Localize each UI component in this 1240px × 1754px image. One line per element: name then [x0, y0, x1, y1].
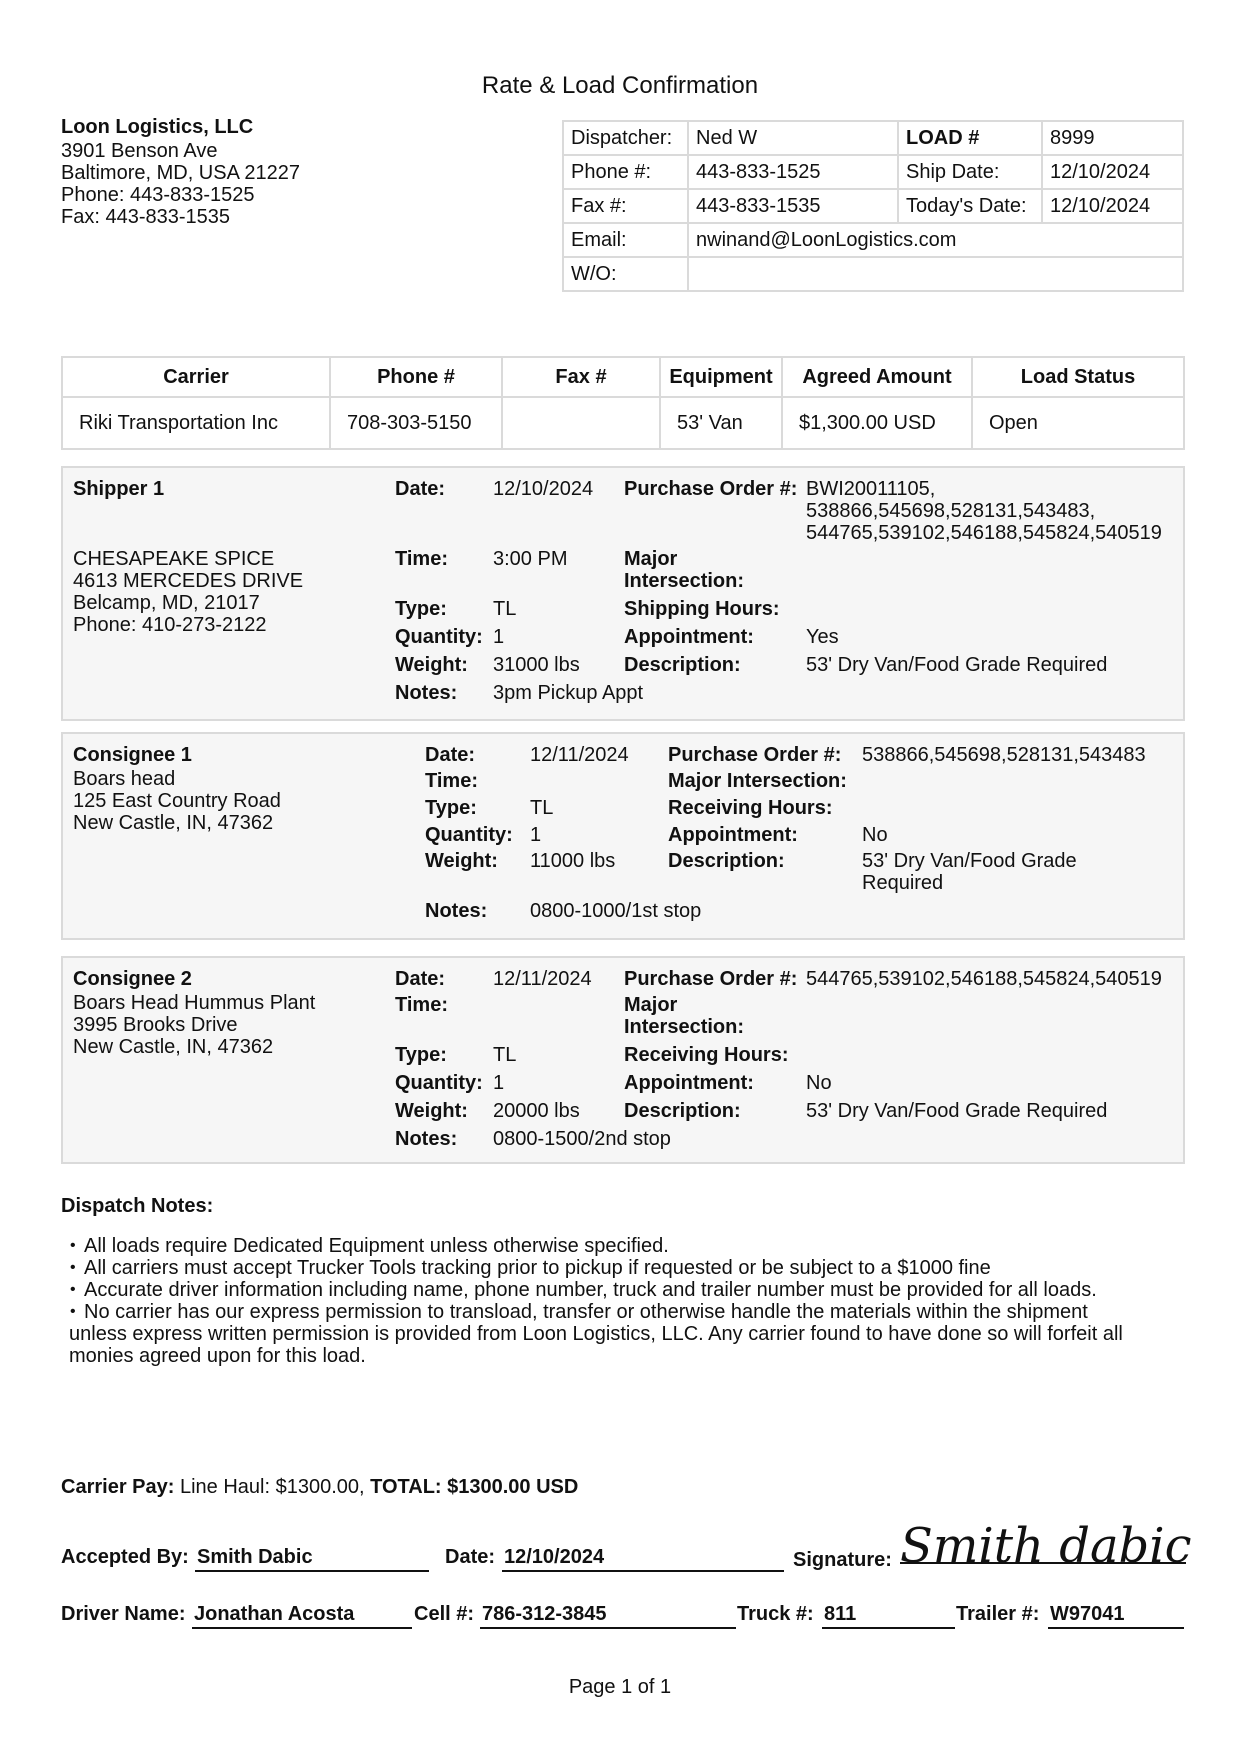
consignee-1-appointment-label: Appointment:	[668, 824, 798, 846]
dispatch-info-table	[562, 120, 1184, 292]
page-title: Rate & Load Confirmation	[481, 72, 759, 99]
consignee-1-type-label: Type:	[425, 797, 477, 819]
consignee-1-description-line1: 53' Dry Van/Food Grade	[862, 850, 1077, 872]
consignee-2-date: 12/11/2024	[493, 968, 592, 990]
shipper-type: TL	[493, 598, 517, 620]
dispatch-phone-value: 443-833-1525	[688, 155, 898, 189]
truck-label: Truck #:	[737, 1603, 814, 1625]
dispatch-fax-label: Fax #:	[563, 189, 688, 223]
agreed-amount-header: Agreed Amount	[782, 357, 972, 397]
shipper-major-label: Major	[624, 548, 678, 570]
consignee-2-quantity-label: Quantity:	[395, 1072, 483, 1094]
driver-cell-value: 786-312-3845	[480, 1603, 736, 1629]
company-fax: Fax: 443-833-1535	[61, 206, 231, 228]
consignee-1-quantity: 1	[530, 824, 542, 846]
shipper-po-line2: 538866,545698,528131,543483,	[806, 500, 1096, 522]
dispatch-note: • No carrier has our express permission to transload, transfer or otherwise handle the materials within the shipment	[70, 1301, 1170, 1323]
shipper-quantity-label: Quantity:	[395, 626, 483, 648]
page-footer: Page 1 of 1	[568, 1676, 672, 1698]
consignee-1-description-label: Description:	[668, 850, 785, 872]
consignee-2-notes-label: Notes:	[395, 1128, 458, 1150]
email-label: Email:	[563, 223, 688, 257]
load-number-value: 8999	[1042, 121, 1183, 155]
shipper-appointment: Yes	[806, 626, 839, 648]
signature-text: Smith dabic	[900, 1518, 1192, 1574]
carrier-name: Riki Transportation Inc	[62, 397, 330, 449]
signature-label: Signature:	[793, 1549, 892, 1571]
driver-cell-label: Cell #:	[414, 1603, 475, 1625]
carrier-phone-header: Phone #	[330, 357, 502, 397]
carrier-pay	[61, 1476, 578, 1499]
consignee-2-type-label: Type:	[395, 1044, 447, 1066]
consignee-1-type: TL	[530, 797, 554, 819]
shipper-weight: 31000 lbs	[493, 654, 580, 676]
truck-value: 811	[822, 1603, 955, 1629]
dispatch-note-continuation: monies agreed upon for this load.	[69, 1345, 366, 1367]
line-haul: Line Haul: $1300.00,	[174, 1476, 371, 1498]
consignee-2-weight-label: Weight:	[395, 1100, 468, 1122]
carrier-table	[61, 356, 1185, 450]
consignee-2-address-line2: New Castle, IN, 47362	[73, 1036, 274, 1058]
load-status: Open	[972, 397, 1184, 449]
todays-date-value: 12/10/2024	[1042, 189, 1183, 223]
shipper-quantity: 1	[493, 626, 505, 648]
consignee-2-appointment: No	[806, 1072, 832, 1094]
shipper-1-section	[61, 466, 1185, 721]
consignee-2-name: Boars Head Hummus Plant	[73, 992, 316, 1014]
consignee-1-name: Boars head	[73, 768, 176, 790]
accepted-by-value: Smith Dabic	[195, 1546, 429, 1572]
dispatch-phone-label: Phone #:	[563, 155, 688, 189]
carrier-phone: 708-303-5150	[330, 397, 502, 449]
pay-total: TOTAL: $1300.00 USD	[370, 1476, 579, 1498]
company-block	[61, 116, 300, 228]
consignee-1-description-line2: Required	[862, 872, 944, 894]
consignee-1-hours-label: Receiving Hours:	[668, 797, 833, 819]
consignee-1-address-line1: 125 East Country Road	[73, 790, 281, 812]
consignee-2-date-label: Date:	[395, 968, 446, 990]
shipper-address-line2: Belcamp, MD, 21017	[73, 592, 260, 614]
trailer-label: Trailer #:	[956, 1603, 1040, 1625]
dispatch-notes-list	[70, 1235, 1170, 1367]
shipper-po-line1: BWI20011105,	[806, 478, 936, 500]
consignee-2-appointment-label: Appointment:	[624, 1072, 754, 1094]
consignee-1-weight: 11000 lbs	[530, 850, 616, 872]
consignee-1-notes-label: Notes:	[425, 900, 488, 922]
consignee-2-address-line1: 3995 Brooks Drive	[73, 1014, 238, 1036]
shipper-weight-label: Weight:	[395, 654, 468, 676]
wo-label: W/O:	[563, 257, 688, 291]
signature-image	[896, 1510, 1196, 1576]
driver-name-value: Jonathan Acosta	[192, 1603, 412, 1629]
consignee-2-description: 53' Dry Van/Food Grade Required	[806, 1100, 1108, 1122]
company-address-line1: 3901 Benson Ave	[61, 140, 218, 162]
shipper-intersection-label: Intersection:	[624, 570, 745, 592]
load-number-label: LOAD #	[898, 121, 1042, 155]
trailer-value: W97041	[1048, 1603, 1184, 1629]
load-status-header: Load Status	[972, 357, 1184, 397]
shipper-appointment-label: Appointment:	[624, 626, 754, 648]
carrier-header: Carrier	[62, 357, 330, 397]
consignee-2-po: 544765,539102,546188,545824,540519	[806, 968, 1162, 990]
consignee-1-po-label: Purchase Order #:	[668, 744, 842, 766]
dispatch-notes-heading: Dispatch Notes:	[61, 1195, 214, 1217]
dispatch-fax-value: 443-833-1535	[688, 189, 898, 223]
consignee-1-appointment: No	[862, 824, 888, 846]
shipper-address-line1: 4613 MERCEDES DRIVE	[73, 570, 304, 592]
dispatch-note: • All loads require Dedicated Equipment unless otherwise specified.	[70, 1235, 1170, 1257]
shipper-description: 53' Dry Van/Food Grade Required	[806, 654, 1108, 676]
company-name: Loon Logistics, LLC	[61, 116, 254, 138]
consignee-1-quantity-label: Quantity:	[425, 824, 513, 846]
consignee-1-heading: Consignee 1	[73, 744, 192, 766]
shipper-po-label: Purchase Order #:	[624, 478, 798, 500]
shipper-po-line3: 544765,539102,546188,545824,540519	[806, 522, 1162, 544]
consignee-2-section	[61, 956, 1185, 1164]
shipper-name: CHESAPEAKE SPICE	[73, 548, 275, 570]
consignee-1-notes: 0800-1000/1st stop	[530, 900, 702, 922]
equipment: 53' Van	[660, 397, 782, 449]
consignee-2-po-label: Purchase Order #:	[624, 968, 798, 990]
shipper-date: 12/10/2024	[493, 478, 594, 500]
acceptance-date-value: 12/10/2024	[502, 1546, 784, 1572]
consignee-2-type: TL	[493, 1044, 517, 1066]
shipper-type-label: Type:	[395, 598, 447, 620]
shipper-notes-label: Notes:	[395, 682, 458, 704]
consignee-2-time-label: Time:	[395, 994, 448, 1016]
agreed-amount: $1,300.00 USD	[782, 397, 972, 449]
driver-name-label: Driver Name:	[61, 1603, 186, 1625]
todays-date-label: Today's Date:	[898, 189, 1042, 223]
dispatch-note-continuation: unless express written permission is provided from Loon Logistics, LLC. Any carrier found to have done so will forfeit all	[69, 1323, 1123, 1345]
shipper-phone: Phone: 410-273-2122	[73, 614, 267, 636]
shipper-description-label: Description:	[624, 654, 741, 676]
company-phone: Phone: 443-833-1525	[61, 184, 255, 206]
email-value: nwinand@LoonLogistics.com	[688, 223, 1183, 257]
consignee-2-description-label: Description:	[624, 1100, 741, 1122]
dispatch-note: • All carriers must accept Trucker Tools tracking prior to pickup if requested or be subject to a $1000 fine	[70, 1257, 1170, 1279]
consignee-2-weight: 20000 lbs	[493, 1100, 580, 1122]
consignee-1-po: 538866,545698,528131,543483	[862, 744, 1146, 766]
consignee-1-section	[61, 732, 1185, 940]
shipper-date-label: Date:	[395, 478, 446, 500]
carrier-fax-header: Fax #	[502, 357, 660, 397]
ship-date-value: 12/10/2024	[1042, 155, 1183, 189]
consignee-1-date: 12/11/2024	[530, 744, 629, 766]
wo-value	[688, 257, 1183, 291]
consignee-2-quantity: 1	[493, 1072, 505, 1094]
consignee-1-address-line2: New Castle, IN, 47362	[73, 812, 274, 834]
equipment-header: Equipment	[660, 357, 782, 397]
carrier-pay-label: Carrier Pay:	[61, 1476, 175, 1498]
carrier-fax	[502, 397, 660, 449]
acceptance-date-label: Date:	[445, 1546, 496, 1568]
dispatcher-value: Ned W	[688, 121, 898, 155]
shipper-hours-label: Shipping Hours:	[624, 598, 780, 620]
consignee-2-notes: 0800-1500/2nd stop	[493, 1128, 671, 1150]
dispatcher-label: Dispatcher:	[563, 121, 688, 155]
dispatch-note: • Accurate driver information including name, phone number, truck and trailer number must be provided for all loads.	[70, 1279, 1170, 1301]
consignee-1-major-intersection-label: Major Intersection:	[668, 770, 847, 792]
shipper-heading: Shipper 1	[73, 478, 165, 500]
consignee-2-intersection-label: Intersection:	[624, 1016, 745, 1038]
consignee-1-date-label: Date:	[425, 744, 476, 766]
shipper-time-label: Time:	[395, 548, 448, 570]
consignee-2-major-label: Major	[624, 994, 678, 1016]
accepted-by-label: Accepted By:	[61, 1546, 189, 1568]
shipper-notes: 3pm Pickup Appt	[493, 682, 644, 704]
consignee-1-weight-label: Weight:	[425, 850, 498, 872]
consignee-2-hours-label: Receiving Hours:	[624, 1044, 789, 1066]
shipper-time: 3:00 PM	[493, 548, 568, 570]
consignee-1-time-label: Time:	[425, 770, 478, 792]
company-address-line2: Baltimore, MD, USA 21227	[61, 162, 300, 184]
ship-date-label: Ship Date:	[898, 155, 1042, 189]
consignee-2-heading: Consignee 2	[73, 968, 192, 990]
